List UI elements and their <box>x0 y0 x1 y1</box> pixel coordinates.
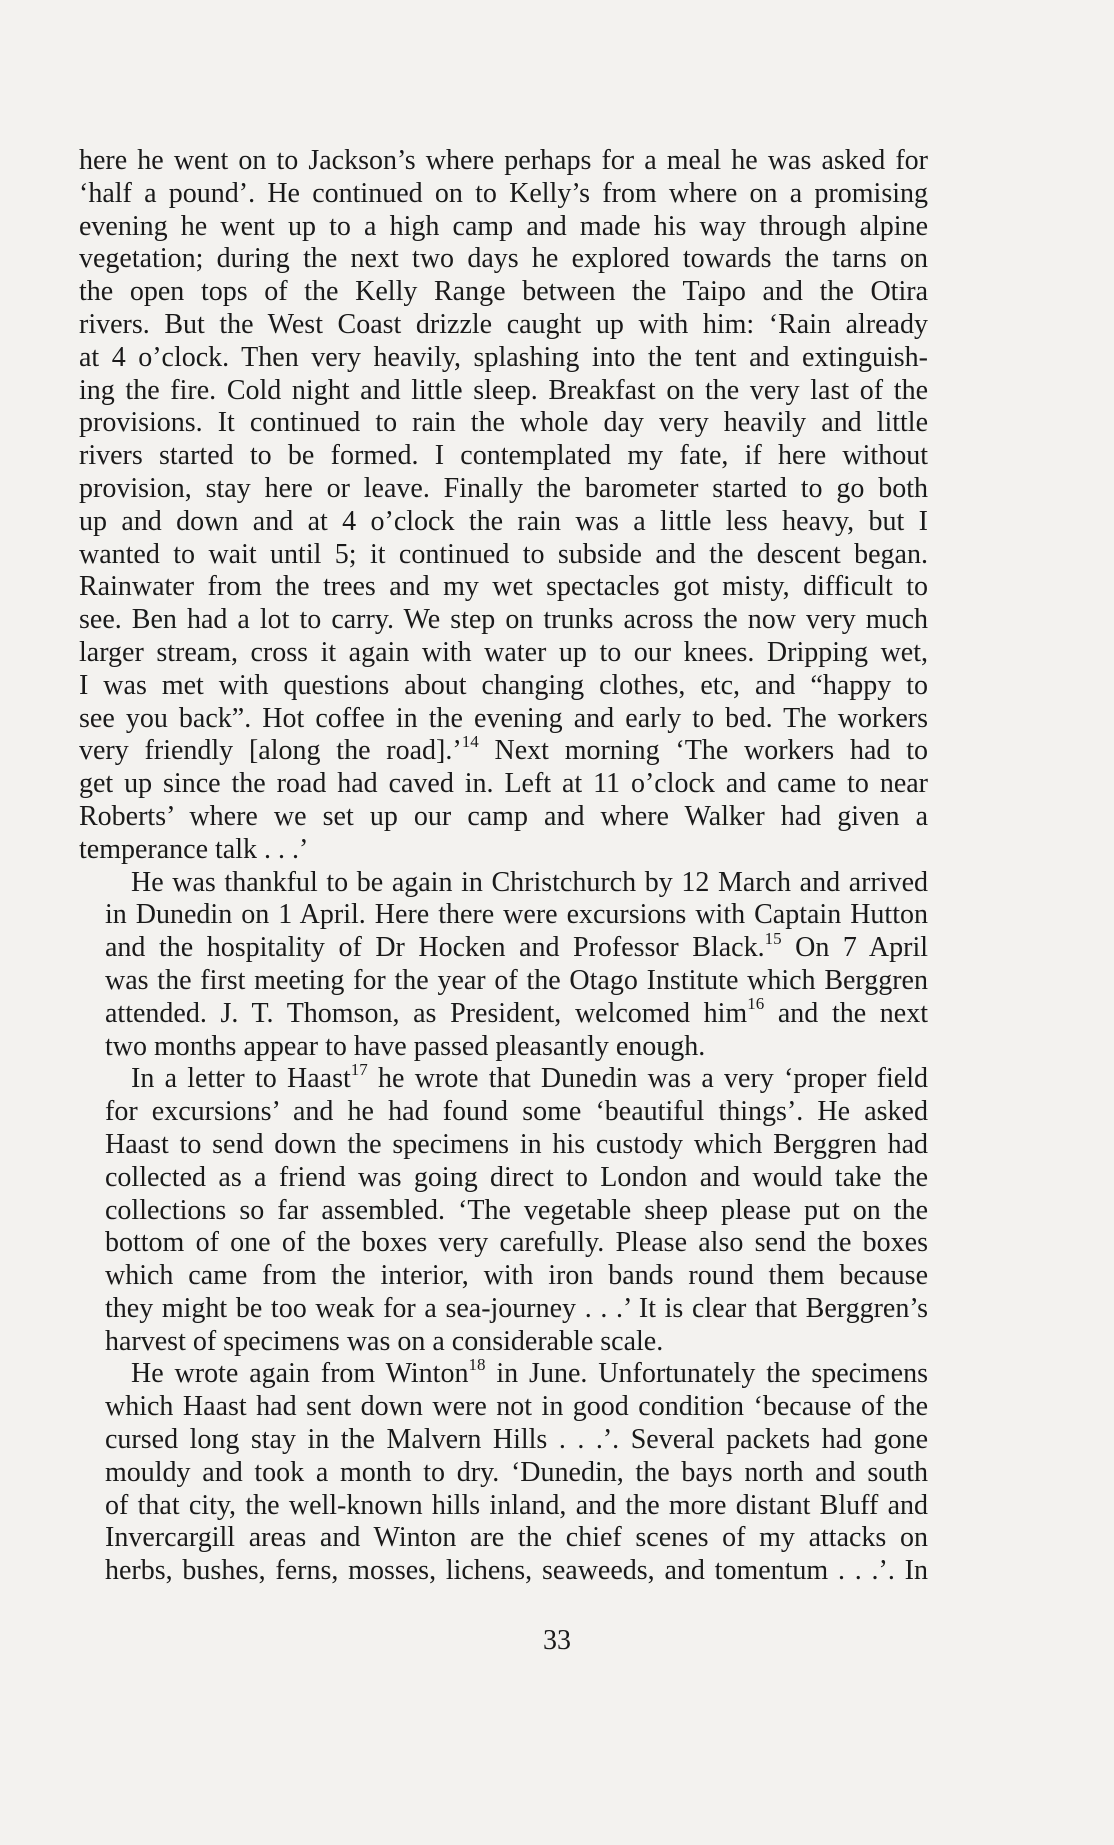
text-run: He wrote again from Winton <box>131 1358 469 1390</box>
text-run: at 4 o’clock. Then very heavily, splashing into the tent and extinguish- <box>79 341 928 373</box>
text-line <box>79 604 928 637</box>
text-run: In a letter to Haast <box>131 1063 351 1095</box>
text-run: bottom of one of the boxes very carefully. Please also send the boxes <box>105 1227 928 1259</box>
footnote-ref: 17 <box>350 1059 368 1079</box>
text-line <box>79 1490 928 1523</box>
text-run: provision, stay here or leave. Finally the barometer started to go both <box>79 472 928 504</box>
text-run: rivers. But the West Coast drizzle caught up with him: ‘Rain already <box>79 308 928 340</box>
text-run: very friendly [along the road].’ <box>79 735 462 767</box>
text-line <box>79 571 928 604</box>
text-line <box>79 1096 928 1129</box>
text-line <box>79 407 928 440</box>
text-line <box>79 1293 928 1326</box>
text-run: wanted to wait until 5; it continued to subside and the descent began. <box>79 538 928 570</box>
text-line <box>79 1059 928 1096</box>
text-line <box>79 1195 928 1228</box>
text-line <box>79 1162 928 1195</box>
text-run: and the hospitality of Dr Hocken and Professor Black. <box>105 932 765 964</box>
text-run: the open tops of the Kelly Range between the Taipo and the Otira <box>79 276 928 308</box>
text-line <box>79 801 928 834</box>
text-line <box>79 899 928 932</box>
text-line <box>79 506 928 539</box>
footnote-ref: 14 <box>461 732 479 752</box>
text-run: here he went on to Jackson’s where perhaps for a meal he was asked for <box>79 145 928 176</box>
text-line <box>79 1129 928 1162</box>
text-run: Next morning ‘The workers had to <box>478 735 928 767</box>
text-run: in Dunedin on 1 April. Here there were excursions with Captain Hutton <box>105 899 928 931</box>
paragraph <box>79 867 928 1064</box>
text-run: mouldy and took a month to dry. ‘Dunedin, the bays north and south <box>105 1456 928 1488</box>
text-line <box>79 928 928 965</box>
text-run: see. Ben had a lot to carry. We step on trunks across the now very much <box>79 604 928 636</box>
text-run: was the first meeting for the year of the Otago Institute which Berggren <box>105 964 928 996</box>
text-run: vegetation; during the next two days he explored towards the tarns on <box>79 243 928 275</box>
text-run: in June. Unfortunately the specimens <box>485 1358 928 1390</box>
text-line <box>79 1355 928 1391</box>
text-line <box>79 1457 928 1490</box>
text-run: evening he went up to a high camp and made his way through alpine <box>79 210 928 242</box>
text-line <box>79 1031 928 1064</box>
text-run: which Haast had sent down were not in good condition ‘because of the <box>105 1391 928 1423</box>
text-run: On 7 April <box>781 932 928 964</box>
text-run: and the next <box>764 997 929 1029</box>
text-run: rivers started to be formed. I contemplated my fate, if here without <box>79 440 928 472</box>
text-line <box>79 145 928 178</box>
text-line <box>79 309 928 342</box>
text-run: harvest of specimens was on a considerable scale. <box>105 1325 664 1357</box>
text-run: cursed long stay in the Malvern Hills . . .’. Several packets had gone <box>105 1424 928 1456</box>
text-run: He was thankful to be again in Christchurch by 12 March and arrived <box>131 866 928 898</box>
text-line <box>79 965 928 998</box>
text-line <box>79 243 928 276</box>
text-line <box>79 1391 928 1424</box>
text-line <box>79 440 928 473</box>
body-text <box>79 145 928 1588</box>
text-run: he wrote that Dunedin was a very ‘proper field <box>367 1063 928 1095</box>
text-line <box>79 670 928 703</box>
text-line <box>79 276 928 309</box>
text-run: herbs, bushes, ferns, mosses, lichens, seaweeds, and tomentum . . .’. In <box>105 1555 928 1587</box>
footnote-ref: 15 <box>764 928 782 948</box>
text-run: ing the fire. Cold night and little sleep. Breakfast on the very last of the <box>79 374 928 406</box>
text-line <box>79 1326 928 1359</box>
text-line <box>79 867 928 900</box>
text-run: larger stream, cross it again with water up to our knees. Dripping wet, <box>79 636 928 668</box>
text-line <box>79 994 929 1031</box>
footnote-ref: 16 <box>747 994 765 1014</box>
text-run: up and down and at 4 o’clock the rain was a little less heavy, but I <box>79 505 928 537</box>
text-line <box>79 1260 928 1293</box>
text-line <box>79 178 928 211</box>
footnote-ref: 18 <box>468 1355 486 1375</box>
paragraph <box>79 1355 928 1588</box>
text-run: they might be too weak for a sea-journey . . .’ It is clear that Berggren’s <box>105 1292 928 1324</box>
page-number: 33 <box>543 1625 571 1656</box>
text-line <box>79 539 928 572</box>
text-line <box>79 1424 928 1457</box>
text-run: Roberts’ where we set up our camp and where Walker had given a <box>79 800 928 832</box>
text-run: Invercargill areas and Winton are the chief scenes of my attacks on <box>105 1522 928 1554</box>
text-run: see you back”. Hot coffee in the evening and early to bed. The workers <box>79 702 928 734</box>
paragraph <box>79 1059 928 1358</box>
text-run: temperance talk . . .’ <box>79 833 309 865</box>
text-line <box>79 834 928 867</box>
text-run: collections so far assembled. ‘The vegetable sheep please put on the <box>105 1194 928 1226</box>
text-run: attended. J. T. Thomson, as President, welcomed him <box>105 997 748 1029</box>
paragraph <box>79 145 928 867</box>
text-run: two months appear to have passed pleasantly enough. <box>105 1030 706 1062</box>
text-run: collected as a friend was going direct to London and would take the <box>105 1161 928 1193</box>
text-run: Haast to send down the specimens in his custody which Berggren had <box>105 1128 928 1160</box>
text-run: for excursions’ and he had found some ‘beautiful things’. He asked <box>105 1096 928 1128</box>
text-run: of that city, the well-known hills inland, and the more distant Bluff and <box>105 1489 928 1521</box>
text-line <box>79 768 928 801</box>
text-line <box>79 637 928 670</box>
text-line <box>79 1227 928 1260</box>
text-run: which came from the interior, with iron bands round them because <box>105 1260 928 1292</box>
text-line <box>79 1522 928 1555</box>
text-line <box>79 732 928 768</box>
text-run: provisions. It continued to rain the whole day very heavily and little <box>79 407 928 439</box>
text-run: I was met with questions about changing clothes, etc, and “happy to <box>79 669 928 701</box>
text-line <box>79 375 928 408</box>
text-line <box>79 703 928 736</box>
text-line <box>79 211 928 244</box>
text-run: ‘half a pound’. He continued on to Kelly’s from where on a promising <box>79 177 928 209</box>
text-run: get up since the road had caved in. Left at 11 o’clock and came to near <box>79 768 928 800</box>
text-run: Rainwater from the trees and my wet spectacles got misty, difficult to <box>79 571 928 603</box>
text-line <box>79 342 928 375</box>
text-line <box>79 1555 928 1588</box>
text-line <box>79 473 928 506</box>
